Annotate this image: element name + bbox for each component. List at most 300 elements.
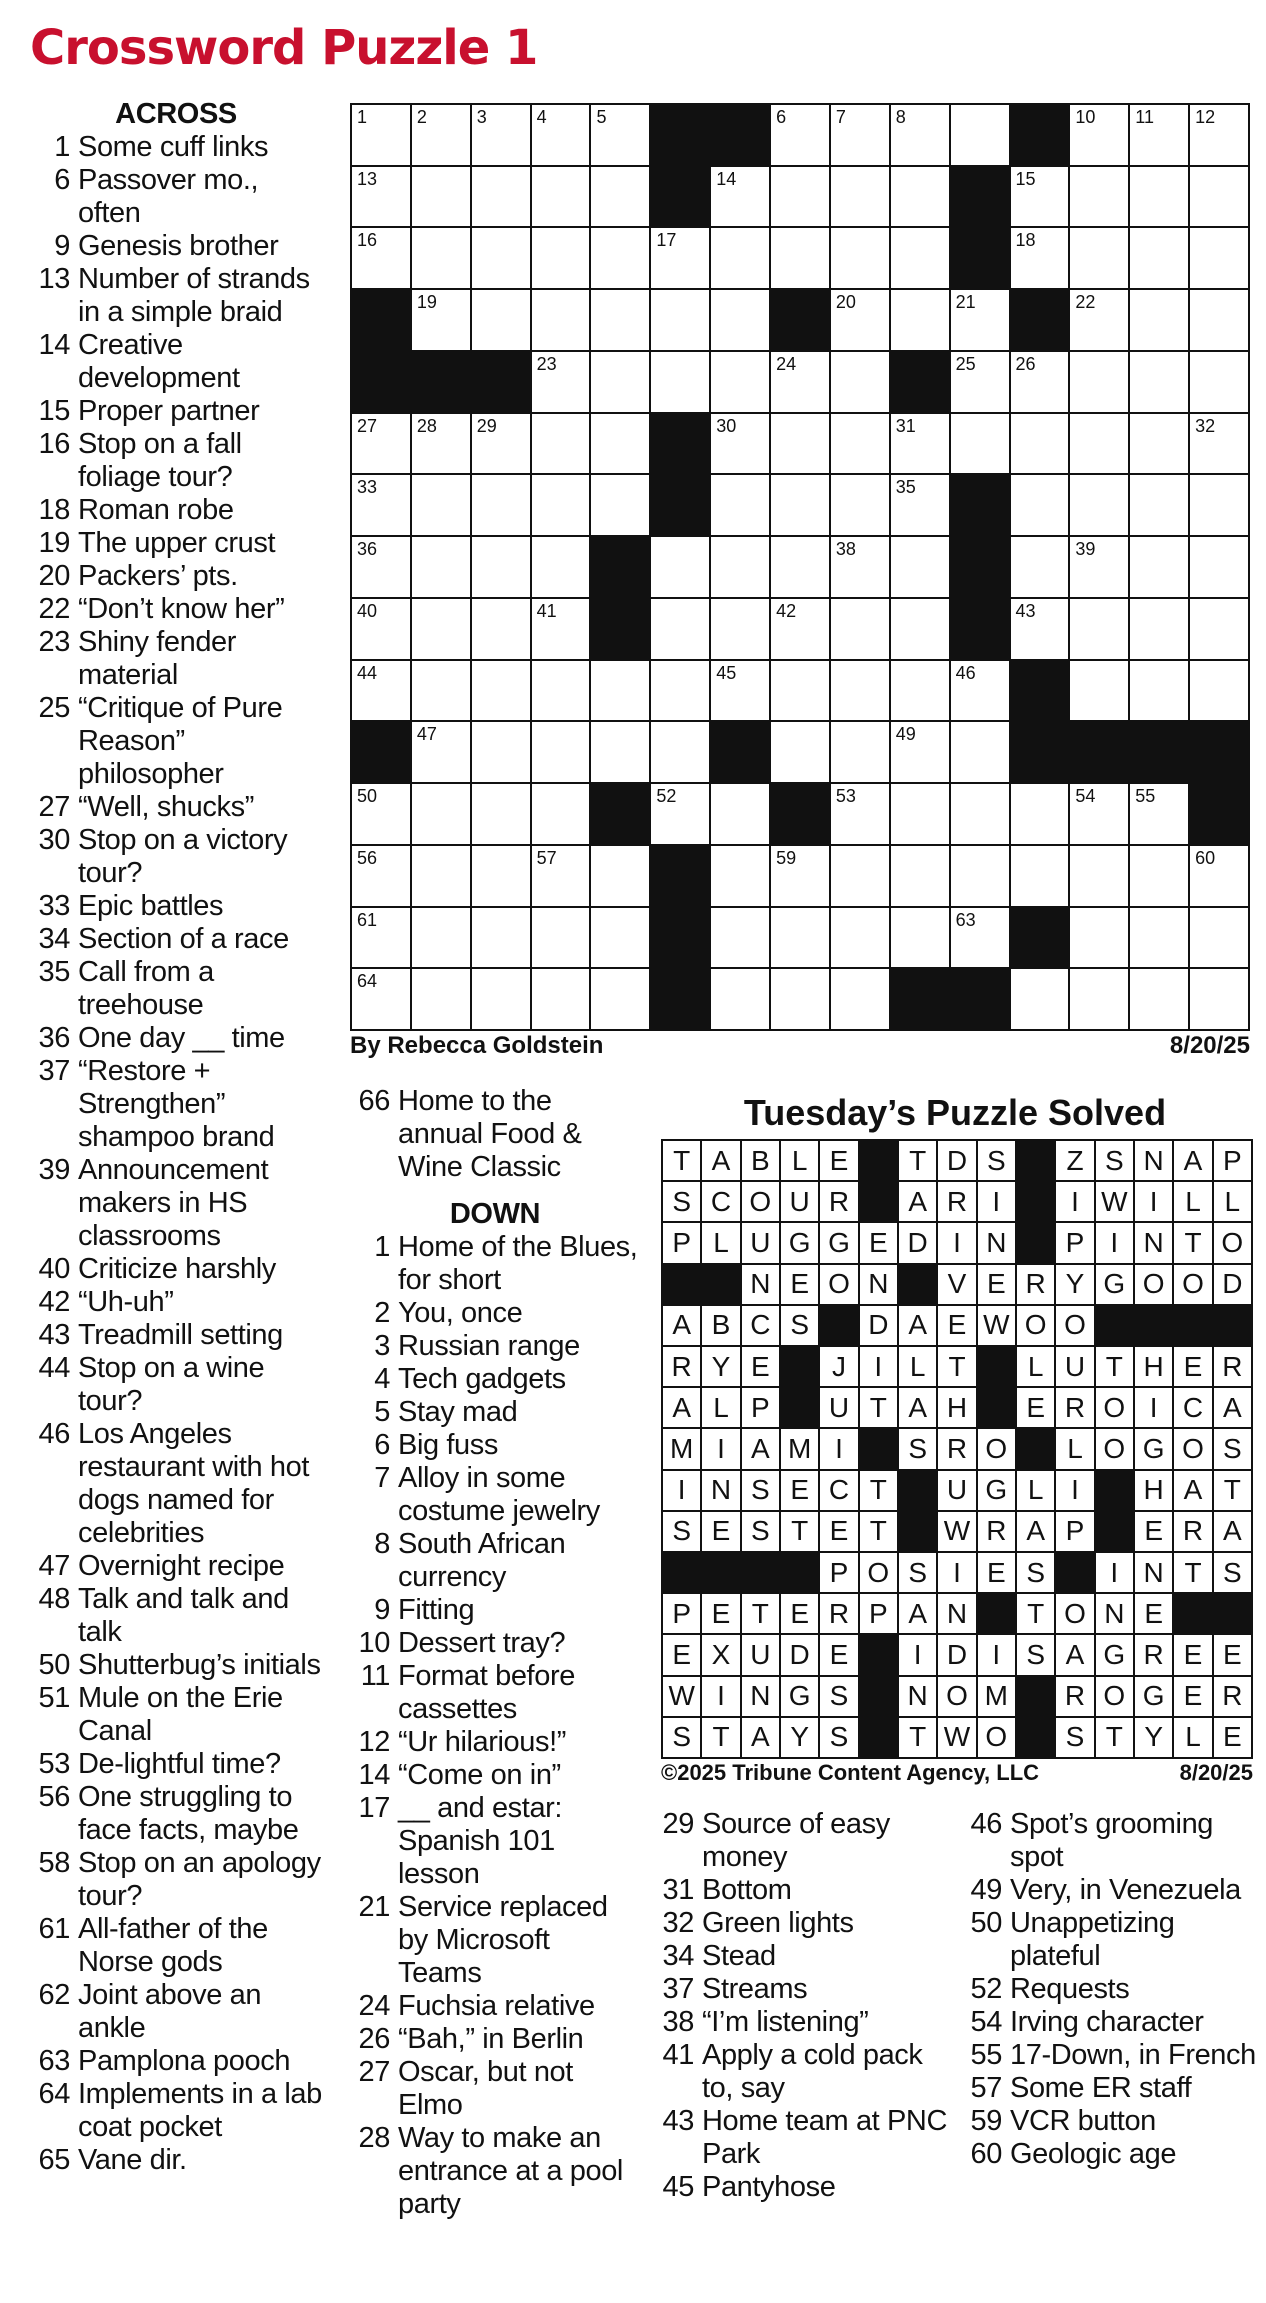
grid-cell[interactable] xyxy=(1130,167,1188,227)
grid-cell[interactable] xyxy=(1130,414,1188,474)
grid-cell[interactable] xyxy=(951,908,1009,968)
clue-text: Pamplona pooch xyxy=(78,2045,291,2077)
grid-cell[interactable] xyxy=(532,352,590,412)
across-clue-42 xyxy=(30,1286,322,1319)
grid-cell[interactable] xyxy=(412,784,470,844)
grid-cell[interactable] xyxy=(1070,290,1128,350)
grid-cell[interactable] xyxy=(352,537,410,597)
grid-cell[interactable] xyxy=(412,414,470,474)
grid-cell[interactable] xyxy=(412,846,470,906)
down-clue-2 xyxy=(350,1297,640,1330)
grid-cell[interactable] xyxy=(472,414,530,474)
grid-cell[interactable] xyxy=(532,228,590,288)
clue-text: Some ER staff xyxy=(1010,2072,1192,2104)
grid-cell[interactable] xyxy=(591,290,649,350)
grid-cell[interactable] xyxy=(831,599,889,659)
grid-cell[interactable] xyxy=(831,290,889,350)
grid-cell[interactable] xyxy=(1011,784,1069,844)
grid-cell[interactable] xyxy=(412,969,470,1029)
grid-cell[interactable] xyxy=(711,846,769,906)
grid-cell[interactable] xyxy=(771,908,829,968)
grid-cell[interactable] xyxy=(831,908,889,968)
grid-cell[interactable] xyxy=(711,537,769,597)
grid-cell[interactable] xyxy=(591,722,649,782)
grid-cell[interactable] xyxy=(651,537,709,597)
grid-cell[interactable] xyxy=(831,661,889,721)
solved-letter: S xyxy=(742,1512,779,1551)
grid-cell[interactable] xyxy=(352,784,410,844)
grid-cell[interactable] xyxy=(352,661,410,721)
down-clue-6 xyxy=(350,1429,640,1462)
clue-number: 27 xyxy=(38,791,70,823)
solved-letter: T xyxy=(860,1471,897,1510)
grid-cell[interactable] xyxy=(711,969,769,1029)
grid-cell[interactable] xyxy=(891,537,949,597)
black-square xyxy=(711,105,769,165)
grid-cell[interactable] xyxy=(532,969,590,1029)
grid-cell[interactable] xyxy=(1011,969,1069,1029)
grid-cell[interactable] xyxy=(352,228,410,288)
grid-cell[interactable] xyxy=(1011,846,1069,906)
grid-cell[interactable] xyxy=(472,784,530,844)
solved-black-square xyxy=(1017,1141,1054,1180)
grid-cell[interactable] xyxy=(771,475,829,535)
cell-number: 1 xyxy=(357,107,368,127)
grid-cell[interactable] xyxy=(352,167,410,227)
grid-cell[interactable] xyxy=(831,969,889,1029)
clue-number: 35 xyxy=(38,956,70,988)
grid-cell[interactable] xyxy=(831,167,889,227)
clue-number: 3 xyxy=(374,1330,390,1362)
grid-cell[interactable] xyxy=(651,228,709,288)
grid-cell[interactable] xyxy=(951,784,1009,844)
clue-number: 51 xyxy=(38,1682,70,1714)
grid-cell[interactable] xyxy=(412,290,470,350)
grid-cell[interactable] xyxy=(591,167,649,227)
grid-cell[interactable] xyxy=(771,537,829,597)
solved-letter: E xyxy=(1174,1347,1211,1386)
clue-number: 46 xyxy=(38,1418,70,1450)
grid-cell[interactable] xyxy=(711,352,769,412)
grid-cell[interactable] xyxy=(711,414,769,474)
solved-letter: E xyxy=(978,1265,1015,1304)
grid-cell[interactable] xyxy=(1130,846,1188,906)
grid-cell[interactable] xyxy=(1190,846,1248,906)
grid-cell[interactable] xyxy=(1070,228,1128,288)
grid-cell[interactable] xyxy=(1190,908,1248,968)
clue-text: 17-Down, in French xyxy=(1010,2039,1256,2071)
grid-cell[interactable] xyxy=(412,599,470,659)
down-clue-12 xyxy=(350,1726,640,1759)
clue-number: 6 xyxy=(54,164,70,196)
grid-cell[interactable] xyxy=(651,290,709,350)
grid-cell[interactable] xyxy=(1130,105,1188,165)
grid-cell[interactable] xyxy=(831,475,889,535)
grid-cell[interactable] xyxy=(891,661,949,721)
grid-cell[interactable] xyxy=(711,290,769,350)
grid-cell[interactable] xyxy=(532,105,590,165)
clue-text: “I’m listening” xyxy=(702,2006,869,2038)
across-clue-50 xyxy=(30,1649,322,1682)
solved-letter: T xyxy=(1096,1718,1133,1757)
grid-cell[interactable] xyxy=(651,784,709,844)
black-square xyxy=(1190,722,1248,782)
grid-cell[interactable] xyxy=(352,105,410,165)
grid-cell[interactable] xyxy=(412,228,470,288)
down-clue-59 xyxy=(966,2105,1256,2138)
grid-cell[interactable] xyxy=(532,784,590,844)
grid-cell[interactable] xyxy=(591,475,649,535)
clue-text: Epic battles xyxy=(78,890,224,922)
grid-cell[interactable] xyxy=(472,969,530,1029)
solved-letter: O xyxy=(1056,1594,1093,1633)
black-square xyxy=(651,846,709,906)
grid-cell[interactable] xyxy=(1130,290,1188,350)
grid-cell[interactable] xyxy=(1070,105,1128,165)
grid-cell[interactable] xyxy=(472,722,530,782)
grid-cell[interactable] xyxy=(831,414,889,474)
grid-cell[interactable] xyxy=(532,722,590,782)
grid-cell[interactable] xyxy=(532,290,590,350)
grid-cell[interactable] xyxy=(1070,846,1128,906)
clue-number: 1 xyxy=(54,131,70,163)
grid-cell[interactable] xyxy=(1070,599,1128,659)
grid-cell[interactable] xyxy=(1190,228,1248,288)
solved-letter: S xyxy=(820,1718,857,1757)
across-heading: ACROSS xyxy=(115,98,237,130)
grid-cell[interactable] xyxy=(651,599,709,659)
grid-cell[interactable] xyxy=(472,167,530,227)
grid-cell[interactable] xyxy=(711,599,769,659)
grid-cell[interactable] xyxy=(1011,599,1069,659)
solved-black-square xyxy=(1017,1677,1054,1716)
grid-cell[interactable] xyxy=(472,228,530,288)
cell-number: 4 xyxy=(536,107,547,127)
solved-letter: R xyxy=(938,1429,975,1468)
grid-cell[interactable] xyxy=(1011,228,1069,288)
clue-number: 19 xyxy=(38,527,70,559)
grid-cell[interactable] xyxy=(532,661,590,721)
grid-cell[interactable] xyxy=(891,846,949,906)
clue-number: 46 xyxy=(970,1808,1002,1840)
grid-cell[interactable] xyxy=(352,846,410,906)
solved-letter: I xyxy=(702,1429,739,1468)
grid-cell[interactable] xyxy=(1190,599,1248,659)
grid-cell[interactable] xyxy=(951,290,1009,350)
grid-cell[interactable] xyxy=(891,475,949,535)
grid-cell[interactable] xyxy=(771,414,829,474)
solved-letter: P xyxy=(1056,1223,1093,1262)
grid-cell[interactable] xyxy=(831,352,889,412)
grid-cell[interactable] xyxy=(951,414,1009,474)
grid-cell[interactable] xyxy=(1130,228,1188,288)
grid-cell[interactable] xyxy=(1011,352,1069,412)
grid-cell[interactable] xyxy=(711,475,769,535)
grid-cell[interactable] xyxy=(532,908,590,968)
solved-black-square xyxy=(1135,1306,1172,1345)
grid-cell[interactable] xyxy=(1070,414,1128,474)
cell-number: 27 xyxy=(357,415,378,436)
black-square xyxy=(472,352,530,412)
grid-cell[interactable] xyxy=(1130,537,1188,597)
clue-number: 49 xyxy=(970,1874,1002,1906)
solved-letter: S xyxy=(663,1512,700,1551)
across-clue-13 xyxy=(30,263,322,329)
grid-cell[interactable] xyxy=(472,475,530,535)
grid-cell[interactable] xyxy=(1190,414,1248,474)
grid-cell[interactable] xyxy=(891,228,949,288)
grid-cell[interactable] xyxy=(711,167,769,227)
grid-cell[interactable] xyxy=(891,784,949,844)
across-clue-61 xyxy=(30,1913,322,1979)
across-clue-66 xyxy=(350,1085,640,1184)
grid-cell[interactable] xyxy=(951,722,1009,782)
solved-black-square xyxy=(1174,1594,1211,1633)
grid-cell[interactable] xyxy=(1190,475,1248,535)
grid-cell[interactable] xyxy=(412,105,470,165)
solved-black-square xyxy=(663,1265,700,1304)
solved-letter: O xyxy=(860,1553,897,1592)
grid-cell[interactable] xyxy=(1190,537,1248,597)
grid-cell[interactable] xyxy=(1190,969,1248,1029)
grid-cell[interactable] xyxy=(711,908,769,968)
grid-cell[interactable] xyxy=(891,414,949,474)
solved-letter: H xyxy=(1135,1471,1172,1510)
grid-cell[interactable] xyxy=(352,475,410,535)
solved-letter: P xyxy=(663,1223,700,1262)
grid-cell[interactable] xyxy=(891,290,949,350)
across-clue-9 xyxy=(30,230,322,263)
grid-cell[interactable] xyxy=(591,908,649,968)
solved-black-square xyxy=(860,1429,897,1468)
grid-cell[interactable] xyxy=(891,167,949,227)
solved-letter: U xyxy=(938,1471,975,1510)
grid-cell[interactable] xyxy=(591,228,649,288)
grid-cell[interactable] xyxy=(1190,661,1248,721)
grid-cell[interactable] xyxy=(1130,475,1188,535)
grid-cell[interactable] xyxy=(891,105,949,165)
grid-cell[interactable] xyxy=(412,475,470,535)
grid-cell[interactable] xyxy=(1011,414,1069,474)
grid-cell[interactable] xyxy=(891,599,949,659)
solved-letter: C xyxy=(820,1471,857,1510)
solved-letter: O xyxy=(1056,1306,1093,1345)
grid-cell[interactable] xyxy=(1190,290,1248,350)
grid-cell[interactable] xyxy=(1130,969,1188,1029)
solved-letter: P xyxy=(860,1594,897,1633)
grid-cell[interactable] xyxy=(352,908,410,968)
grid-cell[interactable] xyxy=(591,846,649,906)
grid-cell[interactable] xyxy=(412,661,470,721)
grid-cell[interactable] xyxy=(532,599,590,659)
solved-letter: I xyxy=(663,1471,700,1510)
down-clue-52 xyxy=(966,1973,1256,2006)
grid-cell[interactable] xyxy=(472,290,530,350)
solved-letter: T xyxy=(663,1141,700,1180)
cell-number: 64 xyxy=(357,971,378,992)
grid-cell[interactable] xyxy=(472,661,530,721)
grid-cell[interactable] xyxy=(412,167,470,227)
grid-cell[interactable] xyxy=(472,908,530,968)
grid-cell[interactable] xyxy=(1190,352,1248,412)
grid-cell[interactable] xyxy=(951,846,1009,906)
grid-cell[interactable] xyxy=(1130,661,1188,721)
clue-text: Joint above an ankle xyxy=(78,1979,262,2044)
grid-cell[interactable] xyxy=(651,352,709,412)
clue-text: Streams xyxy=(702,1973,808,2005)
grid-cell[interactable] xyxy=(1011,167,1069,227)
grid-cell[interactable] xyxy=(1070,969,1128,1029)
cell-number: 22 xyxy=(1075,292,1096,313)
grid-cell[interactable] xyxy=(771,167,829,227)
grid-cell[interactable] xyxy=(831,722,889,782)
grid-cell[interactable] xyxy=(951,105,1009,165)
grid-cell[interactable] xyxy=(771,228,829,288)
grid-cell[interactable] xyxy=(1190,105,1248,165)
grid-cell[interactable] xyxy=(951,352,1009,412)
grid-cell[interactable] xyxy=(771,722,829,782)
grid-cell[interactable] xyxy=(1190,167,1248,227)
solved-puzzle-grid xyxy=(661,1139,1253,1759)
grid-cell[interactable] xyxy=(591,352,649,412)
grid-cell[interactable] xyxy=(771,105,829,165)
solved-letter: Z xyxy=(1056,1141,1093,1180)
down-clue-24 xyxy=(350,1990,640,2023)
grid-cell[interactable] xyxy=(591,661,649,721)
solved-letter: U xyxy=(820,1388,857,1427)
grid-cell[interactable] xyxy=(831,846,889,906)
grid-cell[interactable] xyxy=(711,661,769,721)
grid-cell[interactable] xyxy=(951,661,1009,721)
down-clues-column-4 xyxy=(966,1808,1256,2171)
clue-text: Fitting xyxy=(398,1594,475,1626)
clue-number: 33 xyxy=(38,890,70,922)
byline: By Rebecca Goldstein xyxy=(350,1032,604,1059)
clue-text: Home team at PNC Park xyxy=(702,2105,948,2170)
solved-black-square xyxy=(1017,1718,1054,1757)
black-square xyxy=(352,352,410,412)
grid-cell[interactable] xyxy=(532,846,590,906)
across-clue-63 xyxy=(30,2045,322,2078)
clue-text: “Ur hilarious!” xyxy=(398,1726,567,1758)
grid-cell[interactable] xyxy=(711,228,769,288)
grid-cell[interactable] xyxy=(831,537,889,597)
clue-number: 9 xyxy=(374,1594,390,1626)
grid-cell[interactable] xyxy=(1011,475,1069,535)
solved-letter: L xyxy=(899,1347,936,1386)
solved-letter: E xyxy=(1135,1512,1172,1551)
grid-cell[interactable] xyxy=(412,537,470,597)
grid-cell[interactable] xyxy=(472,846,530,906)
solved-letter: I xyxy=(1056,1471,1093,1510)
cell-number: 61 xyxy=(357,909,378,930)
solved-letter: O xyxy=(1135,1265,1172,1304)
clue-number: 52 xyxy=(970,1973,1002,2005)
solved-letter: W xyxy=(1096,1182,1133,1221)
cell-number: 32 xyxy=(1195,415,1216,436)
grid-cell[interactable] xyxy=(1070,908,1128,968)
clue-number: 10 xyxy=(358,1627,390,1659)
cell-number: 47 xyxy=(416,724,437,745)
grid-cell[interactable] xyxy=(771,352,829,412)
grid-cell[interactable] xyxy=(711,784,769,844)
solved-letter: E xyxy=(860,1223,897,1262)
solved-letter: N xyxy=(899,1677,936,1716)
grid-cell[interactable] xyxy=(412,908,470,968)
black-square xyxy=(1011,722,1069,782)
clue-number: 9 xyxy=(54,230,70,262)
black-square xyxy=(651,908,709,968)
cell-number: 57 xyxy=(536,847,557,868)
grid-cell[interactable] xyxy=(1130,908,1188,968)
grid-cell[interactable] xyxy=(1011,537,1069,597)
grid-cell[interactable] xyxy=(472,105,530,165)
grid-cell[interactable] xyxy=(352,599,410,659)
grid-cell[interactable] xyxy=(771,846,829,906)
grid-cell[interactable] xyxy=(352,414,410,474)
grid-cell[interactable] xyxy=(1130,784,1188,844)
grid-cell[interactable] xyxy=(532,475,590,535)
grid-cell[interactable] xyxy=(1130,352,1188,412)
grid-cell[interactable] xyxy=(651,722,709,782)
clue-text: Stead xyxy=(702,1940,776,1972)
across-clue-51 xyxy=(30,1682,322,1748)
black-square xyxy=(951,537,1009,597)
grid-cell[interactable] xyxy=(591,105,649,165)
clue-text: Proper partner xyxy=(78,395,260,427)
solved-black-square xyxy=(1214,1594,1251,1633)
grid-cell[interactable] xyxy=(352,969,410,1029)
grid-cell[interactable] xyxy=(532,537,590,597)
grid-cell[interactable] xyxy=(651,661,709,721)
grid-cell[interactable] xyxy=(771,661,829,721)
grid-cell[interactable] xyxy=(771,599,829,659)
grid-cell[interactable] xyxy=(1070,352,1128,412)
grid-cell[interactable] xyxy=(532,167,590,227)
across-clue-39 xyxy=(30,1154,322,1253)
grid-cell[interactable] xyxy=(591,414,649,474)
grid-cell[interactable] xyxy=(1070,537,1128,597)
solved-letter: E xyxy=(781,1265,818,1304)
grid-cell[interactable] xyxy=(1130,599,1188,659)
solved-letter: A xyxy=(663,1388,700,1427)
grid-cell[interactable] xyxy=(891,908,949,968)
grid-cell[interactable] xyxy=(1070,661,1128,721)
grid-cell[interactable] xyxy=(771,969,829,1029)
grid-cell[interactable] xyxy=(591,969,649,1029)
grid-cell[interactable] xyxy=(472,599,530,659)
grid-cell[interactable] xyxy=(831,228,889,288)
grid-cell[interactable] xyxy=(831,105,889,165)
grid-cell[interactable] xyxy=(472,537,530,597)
grid-cell[interactable] xyxy=(412,722,470,782)
solved-letter: C xyxy=(1174,1388,1211,1427)
grid-cell[interactable] xyxy=(831,784,889,844)
solved-letter: N xyxy=(1135,1141,1172,1180)
grid-cell[interactable] xyxy=(891,722,949,782)
down-clue-38 xyxy=(658,2006,958,2039)
clue-text: Criticize harshly xyxy=(78,1253,276,1285)
grid-cell[interactable] xyxy=(1070,475,1128,535)
solved-black-square xyxy=(663,1553,700,1592)
grid-cell[interactable] xyxy=(1070,784,1128,844)
black-square xyxy=(591,599,649,659)
clue-number: 43 xyxy=(662,2105,694,2137)
grid-cell[interactable] xyxy=(532,414,590,474)
cell-number: 35 xyxy=(895,477,916,498)
down-clue-54 xyxy=(966,2006,1256,2039)
grid-cell[interactable] xyxy=(1070,167,1128,227)
